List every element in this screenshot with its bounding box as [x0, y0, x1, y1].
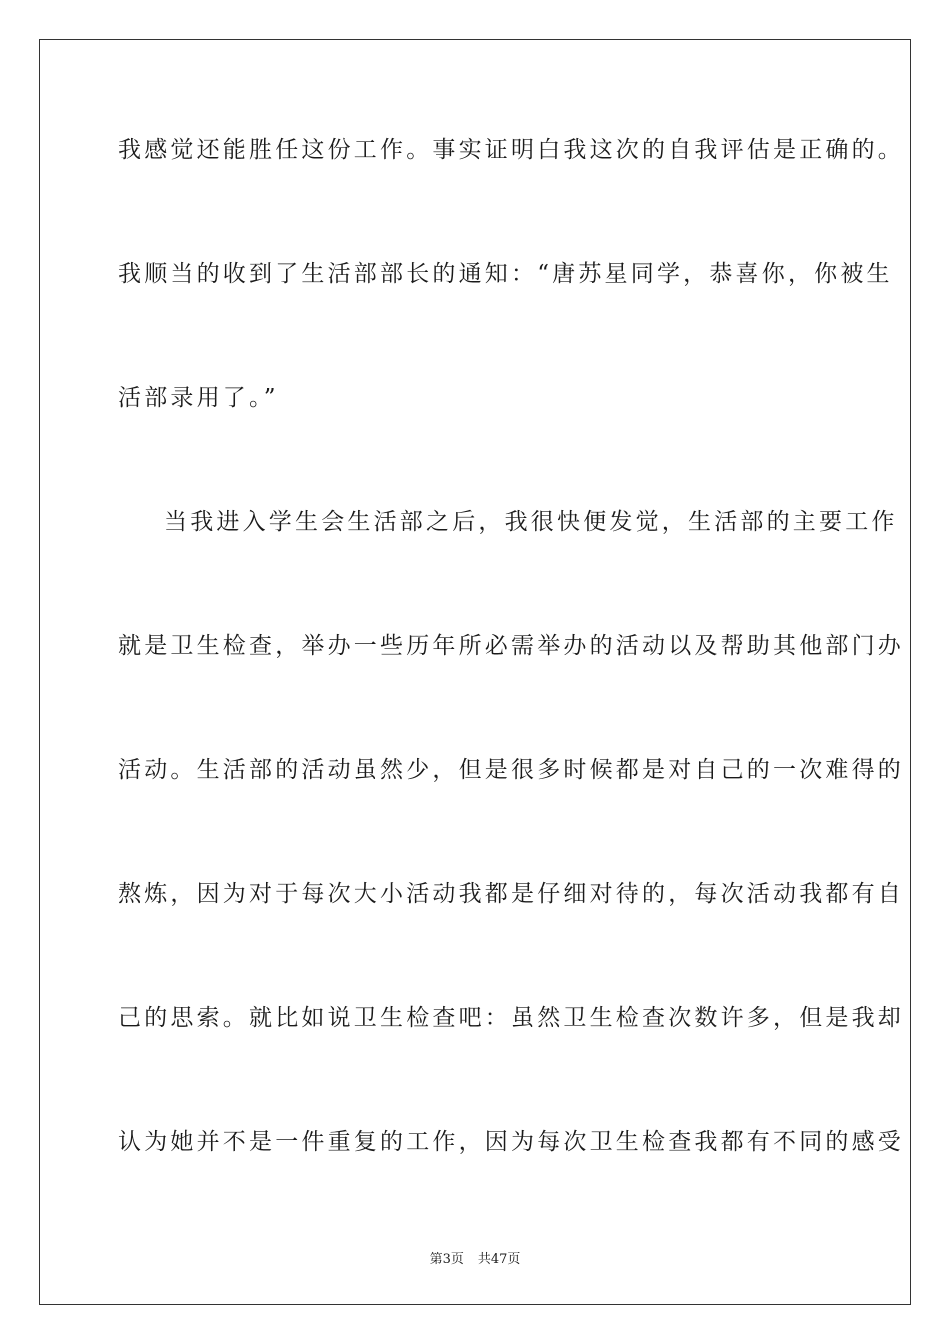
text-line-7: 熬炼，因为对于每次大小活动我都是仔细对待的，每次活动我都有自 [118, 881, 904, 907]
text-line-9: 认为她并不是一件重复的工作，因为每次卫生检查我都有不同的感受 [118, 1129, 904, 1155]
text-line-1: 我感觉还能胜任这份工作。事实证明白我这次的自我评估是正确的。 [118, 137, 904, 163]
page-total: 共47页 [477, 1252, 521, 1267]
text-line-8: 己的思索。就比如说卫生检查吧：虽然卫生检查次数许多，但是我却 [118, 1005, 904, 1031]
page-footer [0, 1248, 950, 1267]
text-line-3: 活部录用了。” [118, 385, 279, 411]
text-line-4: 当我进入学生会生活部之后，我很快便发觉，生活部的主要工作 [164, 509, 898, 535]
text-line-2: 我顺当的收到了生活部部长的通知：“唐苏星同学，恭喜你，你被生 [118, 261, 893, 287]
text-line-6: 活动。生活部的活动虽然少，但是很多时候都是对自己的一次难得的 [118, 757, 904, 783]
page-frame [39, 39, 911, 1305]
text-line-5: 就是卫生检查，举办一些历年所必需举办的活动以及帮助其他部门办 [118, 633, 904, 659]
page-number: 第3页 [429, 1252, 464, 1267]
